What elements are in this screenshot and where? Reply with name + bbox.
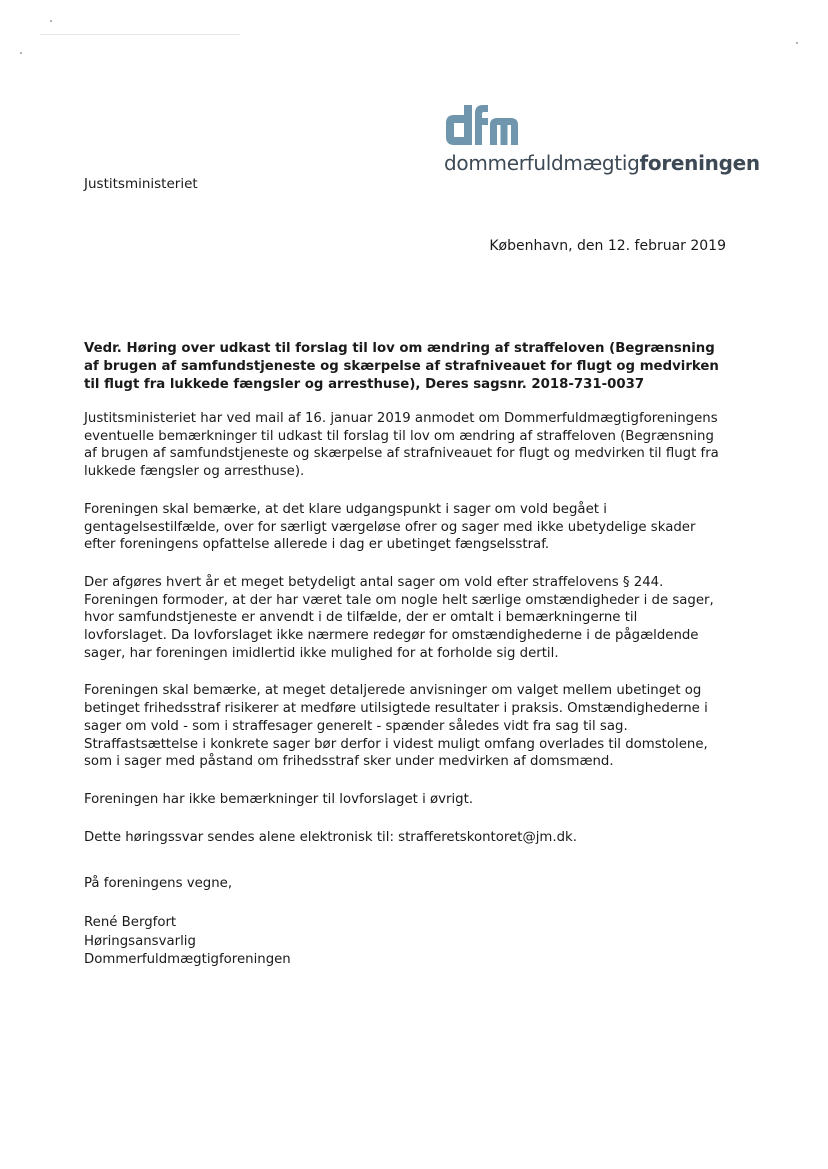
body-paragraph: Foreningen har ikke bemærkninger til lovforslaget i øvrigt. [84,791,474,807]
organization-wordmark [444,151,760,175]
scan-speck [50,20,52,22]
signatory-organization: Dommerfuldmægtigforeningen [84,952,291,967]
logo-letter-f [475,105,488,145]
scan-speck [20,52,22,54]
scan-artifact [40,34,240,35]
body-paragraph: Foreningen skal bemærke, at det klare udgangspunkt i sager om vold begået i gentagelsestilfælde, over for særligt værgeløse ofrer og sager med ikke ubetydelige skader efter foreningens opfattelse allerede i dag er ubetinget fængselsstraf. [84,501,696,553]
dfm-logo-mark [444,103,520,147]
wordmark-light: dommerfuldmægtig [444,151,640,175]
logo-letter-m [490,118,518,145]
body-paragraph: Dette høringssvar sendes alene elektronisk til: strafferetskontoret@jm.dk. [84,829,577,845]
signatory-name: René Bergfort [84,915,177,930]
organization-logo [444,103,760,175]
wordmark-bold: foreningen [639,151,760,175]
signatory-role: Høringsansvarlig [84,933,196,949]
subject-line: Vedr. Høring over udkast til forslag til lov om ændring af straffeloven (Begrænsning af brugen af samfundstjeneste og skærpelse af strafniveauet for flugt og medvirken til flugt fra lukkede fængsler og arresthuse), Deres sagsnr. 2018-731-0037 [84,341,719,392]
scan-speck [796,42,798,44]
closing-phrase: På foreningens vegne, [84,876,233,891]
signature-block [84,914,291,970]
date-line: København, den 12. februar 2019 [489,238,726,254]
body-paragraph: Foreningen skal bemærke, at meget detaljerede anvisninger om valget mellem ubetinget og betinget frihedsstraf risikerer at medføre utilsigtede resultater i praksis. Omstændighederne i sager om vold - som i straffesager generelt - spænder således vidt fra sag til sag. Straffastsættelse i konkrete sager bør derfor i videst muligt omfang overlades til domstolene, som i sager med påstand om frihedsstraf sker under medvirken af domsmænd. [84,683,708,770]
logo-letter-d [446,105,472,145]
body-paragraph: Justitsministeriet har ved mail af 16. januar 2019 anmodet om Dommerfuldmægtigforeningens eventuelle bemærkninger til udkast til forslag til lov om ændring af straffeloven (Begrænsning af brugen af samfundstjeneste og skærpelse af strafniveauet for flugt og medvirken til flugt fra lukkede fængsler og arresthuse). [84,411,719,480]
letter-body [84,410,724,866]
body-paragraph: Der afgøres hvert år et meget betydeligt antal sager om vold efter straffelovens § 244. Foreningen formoder, at der har været tale om nogle helt særlige omstændigheder i de sager, hvor samfundstjeneste er anvendt i de tilfælde, der er omtalt i bemærkningerne til lovforslaget. Da lovforslaget ikke nærmere redegør for omstændighederne i de pågældende sager, har foreningen imidlertid ikke mulighed for at forholde sig dertil. [84,574,714,661]
recipient: Justitsministeriet [84,176,198,192]
